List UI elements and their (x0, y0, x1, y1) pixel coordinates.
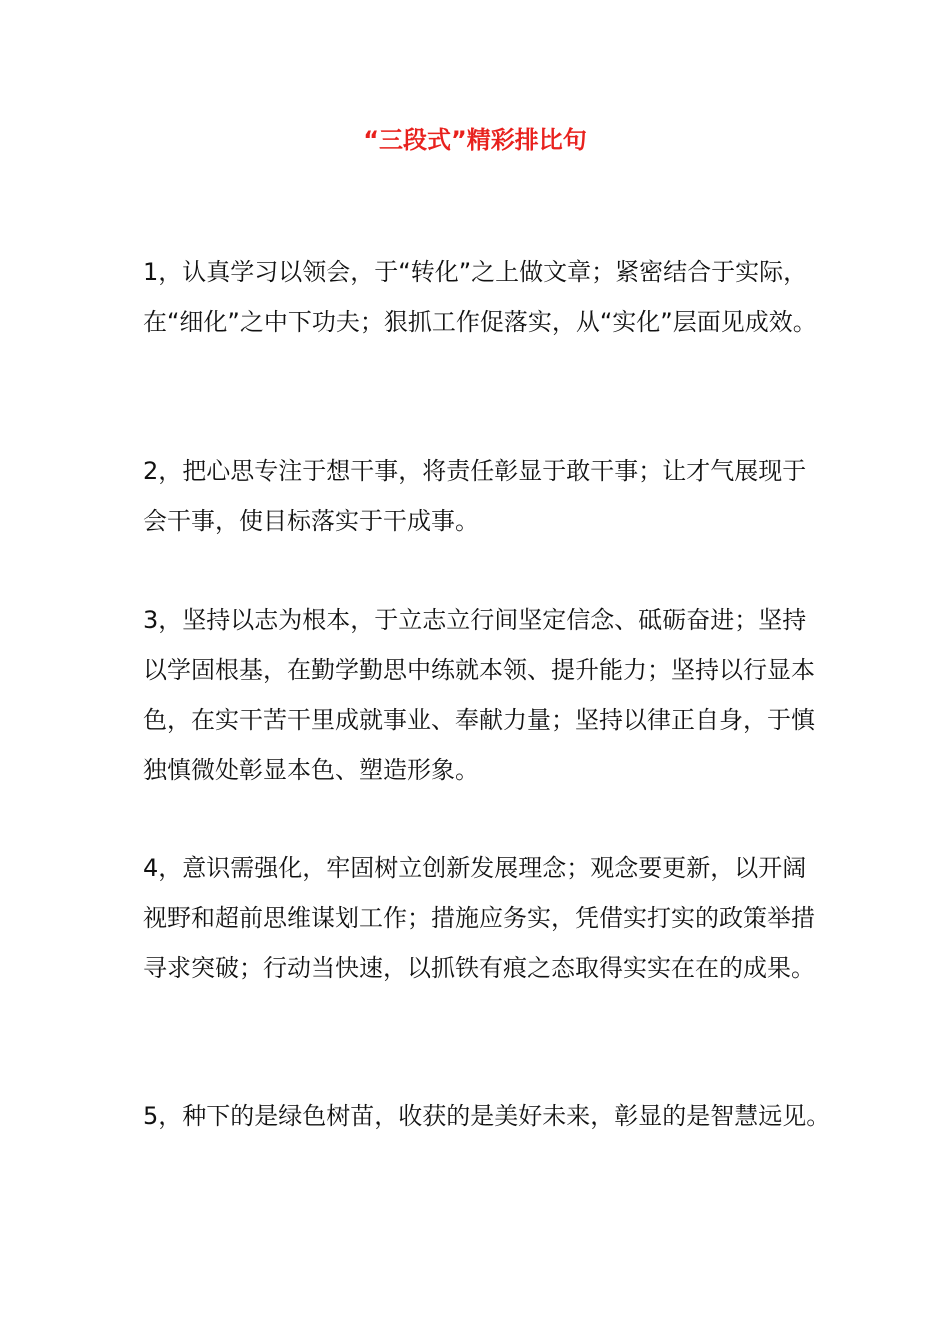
paragraph-3: 3，坚持以志为根本，于立志立行间坚定信念、砥砺奋进；坚持以学固根基，在勤学勤思中练就本领、提升能力；坚持以行显本色，在实干苦干里成就事业、奉献力量；坚持以律正自身，于慎独慎微处彰显本色、塑造形象。 (143, 606, 815, 784)
paragraph-1: 1，认真学习以领会，于“转化”之上做文章；紧密结合于实际，在“细化”之中下功夫；狠抓工作促落实，从“实化”层面见成效。 (143, 258, 817, 336)
paragraph-2: 2，把心思专注于想干事，将责任彰显于敢干事；让才气展现于会干事，使目标落实于干成事。 (143, 457, 807, 535)
document-title: “三段式”精彩排比句 (363, 126, 587, 154)
paragraph-5: 5，种下的是绿色树苗，收获的是美好未来，彰显的是智慧远见。 (143, 1102, 831, 1130)
paragraph-4: 4，意识需强化，牢固树立创新发展理念；观念要更新，以开阔视野和超前思维谋划工作；措施应务实，凭借实打实的政策举措寻求突破；行动当快速，以抓铁有痕之态取得实实在在的成果。 (143, 854, 815, 982)
